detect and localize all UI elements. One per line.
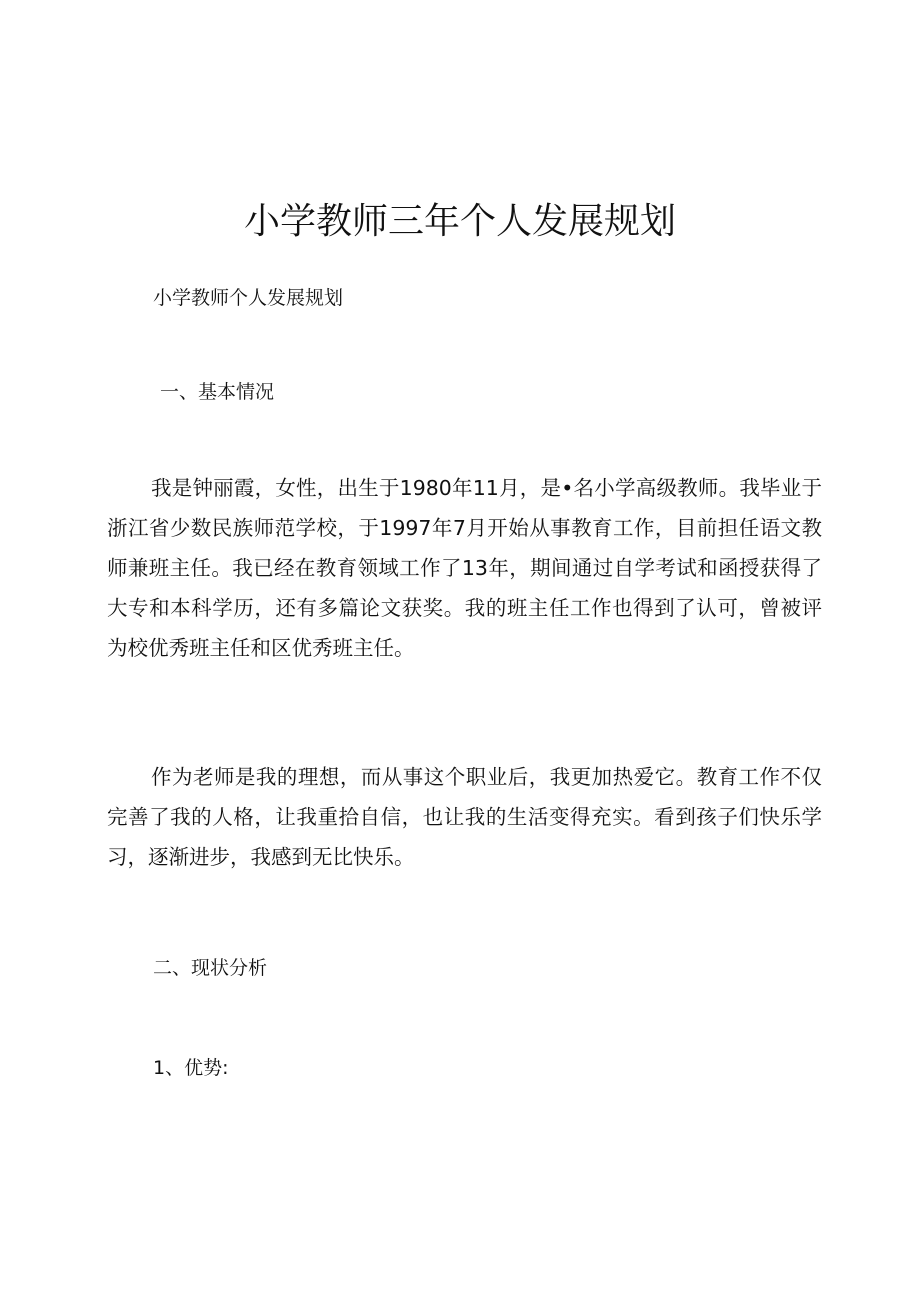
section-heading-basic-info: 一、基本情况 bbox=[160, 381, 275, 403]
document-subtitle: 小学教师个人发展规划 bbox=[153, 287, 344, 309]
paragraph-personal-background: 我是钟丽霞，女性，出生于1980年11月，是•名小学高级教师。我毕业于浙江省少数民族师范学校，于1997年7月开始从事教育工作，目前担任语文教师兼班主任。我已经在教育领域工作了13年，期间通过自学考试和函授获得了大专和本科学历，还有多篇论文获奖。我的班主任工作也得到了认可，曾被评为校优秀班主任和区优秀班主任。 bbox=[107, 476, 822, 660]
document-title: 小学教师三年个人发展规划 bbox=[243, 201, 676, 243]
paragraph-teaching-ideal: 作为老师是我的理想，而从事这个职业后，我更加热爱它。教育工作不仅完善了我的人格，让我重拾自信，也让我的生活变得充实。看到孩子们快乐学习，逐渐进步，我感到无比快乐。 bbox=[107, 765, 822, 869]
section-heading-status-analysis: 二、现状分析 bbox=[153, 957, 268, 979]
subsection-heading-strengths: 1、优势: bbox=[153, 1057, 229, 1079]
